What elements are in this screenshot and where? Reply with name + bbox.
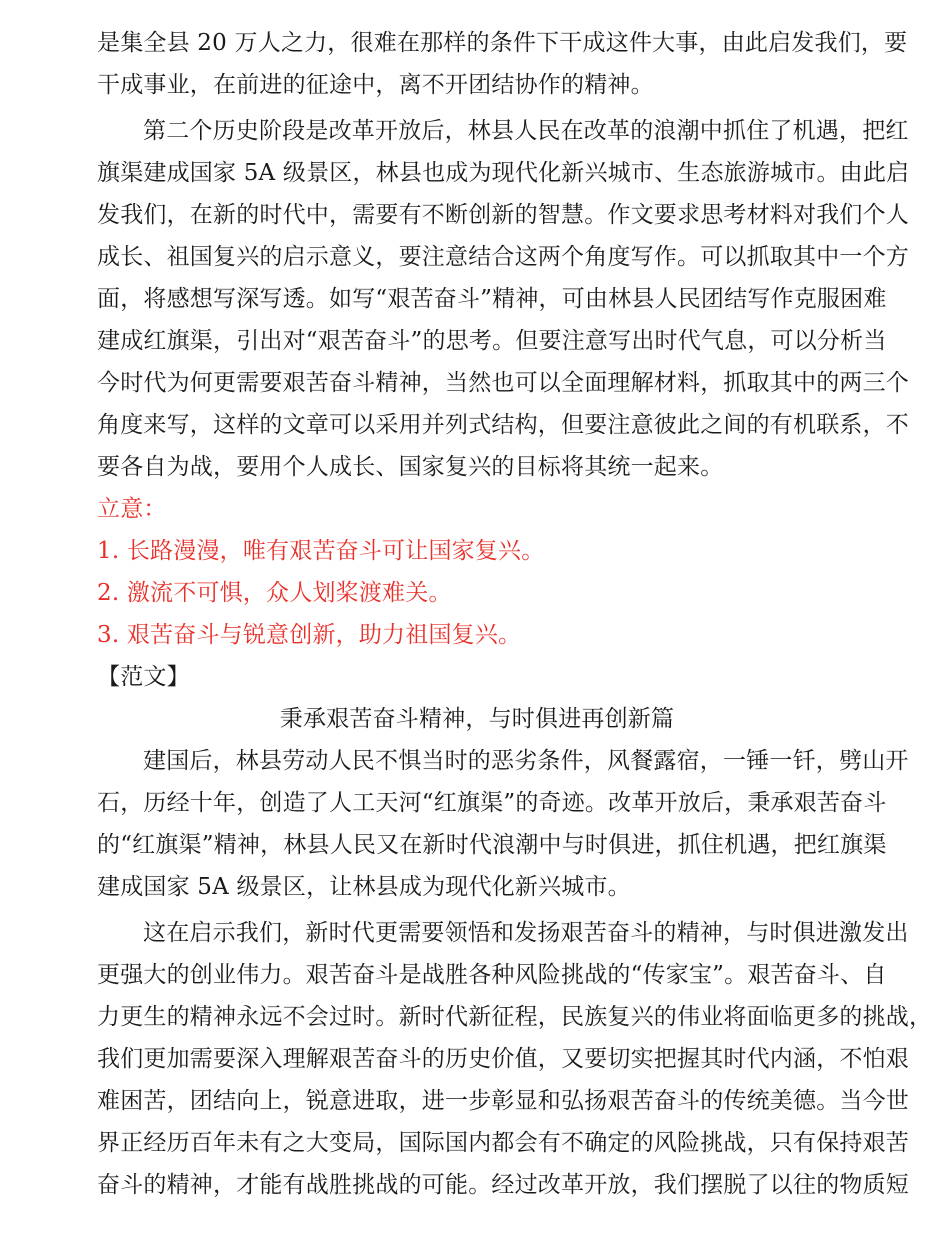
text-line: 发我们，在新的时代中，需要有不断创新的智慧。作文要求思考材料对我们个人 [97,202,909,228]
theme-section [97,488,857,656]
text-line: 建国后，林县劳动人民不惧当时的恶劣条件，风餐露宿，一锤一钎，劈山开 [143,748,909,774]
text-line: 建成国家 5A 级景区，让林县成为现代化新兴城市。 [97,874,631,900]
text-line: 旗渠建成国家 5A 级景区，林县也成为现代化新兴城市、生态旅游城市。由此启 [97,160,910,186]
text-line: 这在启示我们，新时代更需要领悟和发扬艰苦奋斗的精神，与时俱进激发出 [143,920,909,946]
text-line: 力更生的精神永远不会过时。新时代新征程，民族复兴的伟业将面临更多的挑战， [97,1004,932,1030]
paragraph-continuation [97,22,908,106]
text-line: 我们更加需要深入理解艰苦奋斗的历史价值，又要切实把握其时代内涵，不怕艰 [97,1046,909,1072]
text-line: 建成红旗渠，引出对“艰苦奋斗”的思考。但要注意写出时代气息，可以分析当 [97,328,887,354]
theme-item: 3. 艰苦奋斗与锐意创新，助力祖国复兴。 [97,622,522,648]
sample-heading: 【范文】 [97,664,190,690]
text-line: 角度来写，这样的文章可以采用并列式结构，但要注意彼此之间的有机联系，不 [97,412,909,438]
text-line: 是集全县 20 万人之力，很难在那样的条件下干成这件大事，由此启发我们，要 [97,30,908,56]
text-line: 今时代为何更需要艰苦奋斗精神，当然也可以全面理解材料，抓取其中的两三个 [97,370,909,396]
text-line: 界正经历百年未有之大变局，国际国内都会有不确定的风险挑战，只有保持艰苦 [97,1130,909,1156]
text-line: 的“红旗渠”精神，林县人民又在新时代浪潮中与时俱进，抓住机遇，把红旗渠 [97,832,887,858]
essay-title: 秉承艰苦奋斗精神，与时俱进再创新篇 [279,706,675,732]
text-line: 干成事业，在前进的征途中，离不开团结协作的精神。 [97,72,654,98]
text-line: 石，历经十年，创造了人工天河“红旗渠”的奇迹。改革开放后，秉承艰苦奋斗 [97,790,887,816]
text-line: 要各自为战，要用个人成长、国家复兴的目标将其统一起来。 [97,454,724,480]
text-line: 难困苦，团结向上，锐意进取，进一步彰显和弘扬艰苦奋斗的传统美德。当今世 [97,1088,909,1114]
theme-item: 2. 激流不可惧，众人划桨渡难关。 [97,580,452,606]
text-line: 面，将感想写深写透。如写“艰苦奋斗”精神，可由林县人民团结写作克服困难 [97,286,887,312]
theme-heading: 立意： [97,496,167,522]
paragraph-analysis [97,110,910,488]
text-line: 成长、祖国复兴的启示意义，要注意结合这两个角度写作。可以抓取其中一个方 [97,244,909,270]
essay-paragraph [97,912,932,1206]
document-page [97,22,932,1206]
theme-item: 1. 长路漫漫，唯有艰苦奋斗可让国家复兴。 [97,538,545,564]
text-line: 奋斗的精神，才能有战胜挑战的可能。经过改革开放，我们摆脱了以往的物质短 [97,1172,909,1198]
essay-paragraph [97,740,909,908]
text-line: 第二个历史阶段是改革开放后，林县人民在改革的浪潮中抓住了机遇，把红 [143,118,909,144]
text-line: 更强大的创业伟力。艰苦奋斗是战胜各种风险挑战的“传家宝”。艰苦奋斗、自 [97,962,887,988]
